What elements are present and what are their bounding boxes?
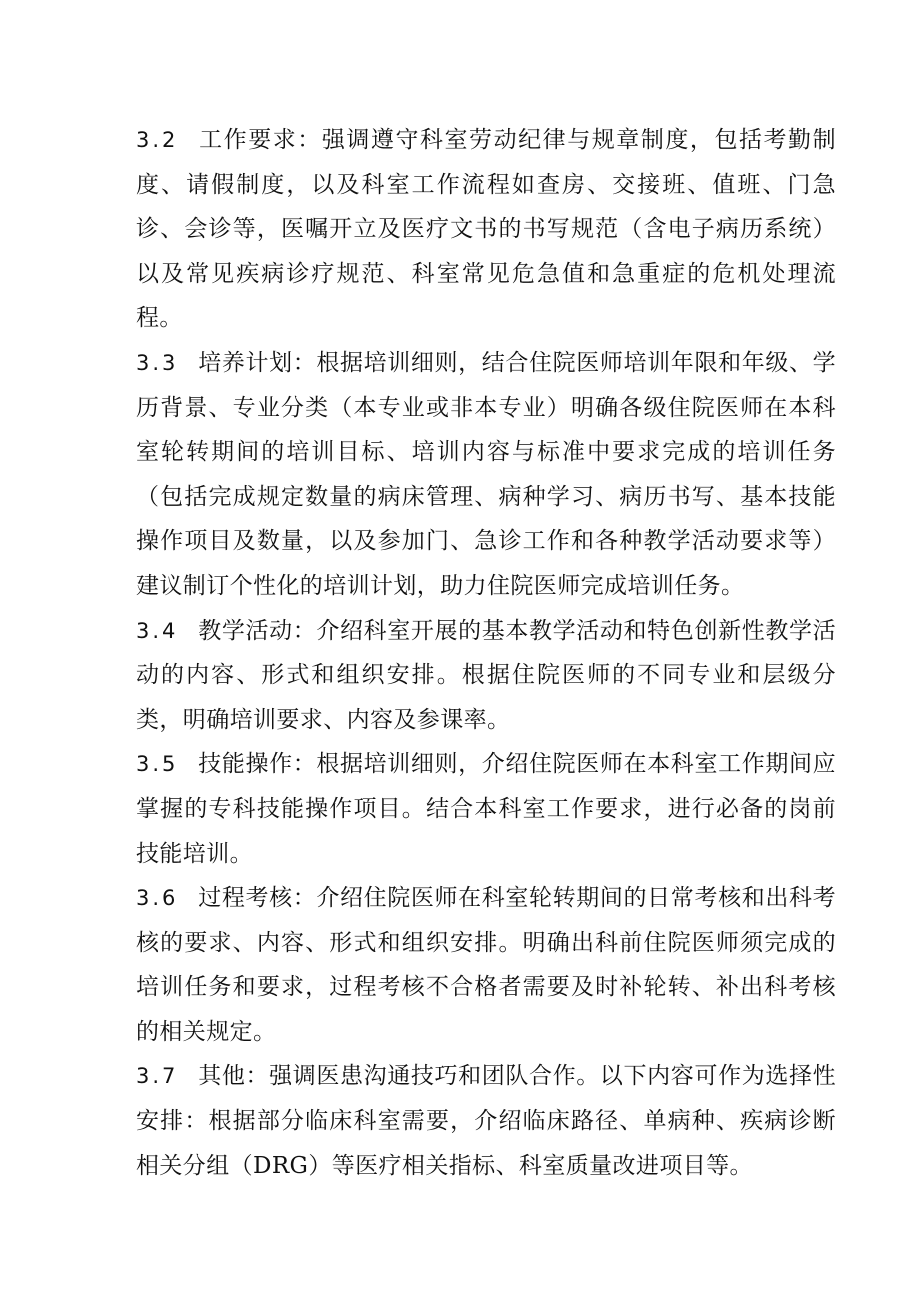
section-text: 其他：强调医患沟通技巧和团队合作。以下内容可作为选择性安排：根据部分临床科室需要，介绍临床路径、单病种、疾病诊断相关分组（DRG）等医疗相关指标、科室质量改进项目等。 (136, 1063, 836, 1179)
section-number: 3.4 (136, 618, 179, 643)
section-number: 3.2 (136, 128, 179, 152)
section-3-6 (136, 876, 836, 1054)
section-3-2 (136, 118, 836, 341)
section-3-4 (136, 609, 836, 743)
section-text: 技能操作：根据培训细则，介绍住院医师在本科室工作期间应掌握的专科技能操作项目。结合本科室工作要求，进行必备的岗前技能培训。 (136, 751, 836, 867)
section-number: 3.5 (136, 752, 179, 777)
section-3-7 (136, 1054, 836, 1188)
section-text: 工作要求：强调遵守科室劳动纪律与规章制度，包括考勤制度、请假制度，以及科室工作流程如查房、交接班、值班、门急诊、会诊等，医嘱开立及医疗文书的书写规范（含电子病历系统）以及常见疾病诊疗规范、科室常见危急值和急重症的危机处理流程。 (136, 127, 836, 332)
section-text: 教学活动：介绍科室开展的基本教学活动和特色创新性教学活动的内容、形式和组织安排。根据住院医师的不同专业和层级分类，明确培训要求、内容及参课率。 (136, 617, 836, 733)
section-text: 培养计划：根据培训细则，结合住院医师培训年限和年级、学历背景、专业分类（本专业或非本专业）明确各级住院医师在本科室轮转期间的培训目标、培训内容与标准中要求完成的培训任务（包括完成规定数量的病床管理、病种学习、病历书写、基本技能操作项目及数量，以及参加门、急诊工作和各种教学活动要求等）建议制订个性化的培训计划，助力住院医师完成培训任务。 (136, 349, 836, 599)
section-number: 3.7 (136, 1064, 179, 1089)
document-body (136, 118, 836, 1188)
section-3-3 (136, 341, 836, 609)
section-number: 3.6 (136, 886, 179, 911)
section-text: 过程考核：介绍住院医师在科室轮转期间的日常考核和出科考核的要求、内容、形式和组织安排。明确出科前住院医师须完成的培训任务和要求，过程考核不合格者需要及时补轮转、补出科考核的相关规定。 (136, 885, 836, 1045)
section-3-5 (136, 742, 836, 876)
section-number: 3.3 (136, 350, 179, 375)
